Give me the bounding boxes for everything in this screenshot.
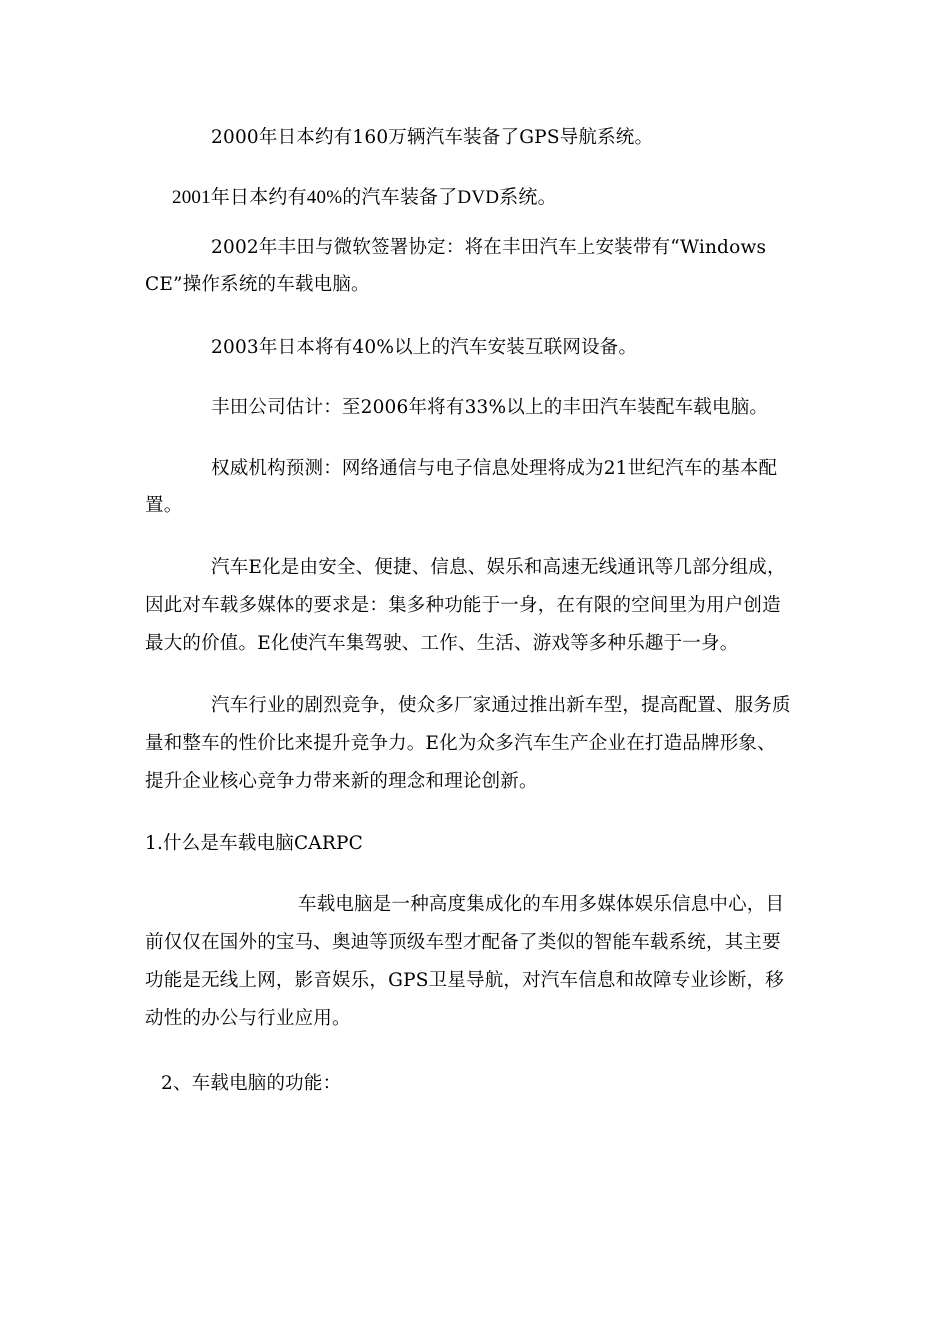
paragraph-e-line-3: 最大的价值。E化使汽车集驾驶、工作、生活、游戏等多种乐趣于一身。 [145, 633, 739, 654]
text-line-toyota-estimate: 丰田公司估计：至2006年将有33%以上的丰田汽车装配车载电脑。 [211, 397, 769, 418]
section-heading-functions: 2、车载电脑的功能： [161, 1073, 342, 1094]
text-line-toyota-microsoft-2002: 2002年丰田与微软签署协定：将在丰田汽车上安装带有“Windows [211, 237, 767, 258]
text-line-windows-ce: CE”操作系统的车载电脑。 [145, 274, 370, 295]
paragraph-carpc-line-3: 功能是无线上网，影音娱乐，GPS卫星导航，对汽车信息和故障专业诊断，移 [145, 970, 784, 991]
text-line-gps-2000: 2000年日本约有160万辆汽车装备了GPS导航系统。 [211, 127, 654, 148]
paragraph-competition-line-2: 量和整车的性价比来提升竞争力。E化为众多汽车生产企业在打造品牌形象、 [145, 733, 776, 754]
paragraph-e-line-2: 因此对车载多媒体的要求是：集多种功能于一身，在有限的空间里为用户创造 [145, 595, 781, 616]
paragraph-competition-line-3: 提升企业核心竞争力带来新的理念和理论创新。 [145, 771, 538, 792]
paragraph-carpc-line-4: 动性的办公与行业应用。 [145, 1008, 351, 1029]
paragraph-e-line-1: 汽车E化是由安全、便捷、信息、娱乐和高速无线通讯等几部分组成， [211, 557, 786, 578]
paragraph-carpc-line-1: 车载电脑是一种高度集成化的车用多媒体娱乐信息中心，目 [298, 894, 785, 915]
text-line-forecast-end: 置。 [145, 495, 183, 516]
section-heading-carpc: 1.什么是车载电脑CARPC [145, 833, 363, 854]
text-line-forecast: 权威机构预测：网络通信与电子信息处理将成为21世纪汽车的基本配 [211, 458, 778, 479]
paragraph-competition-line-1: 汽车行业的剧烈竞争，使众多厂家通过推出新车型，提高配置、服务质 [211, 695, 791, 716]
text-line-dvd-2001: 2001年日本约有40%的汽车装备了DVD系统。 [172, 187, 557, 208]
paragraph-carpc-line-2: 前仅仅在国外的宝马、奥迪等顶级车型才配备了类似的智能车载系统，其主要 [145, 932, 781, 953]
text-line-internet-2003: 2003年日本将有40%以上的汽车安装互联网设备。 [211, 337, 638, 358]
